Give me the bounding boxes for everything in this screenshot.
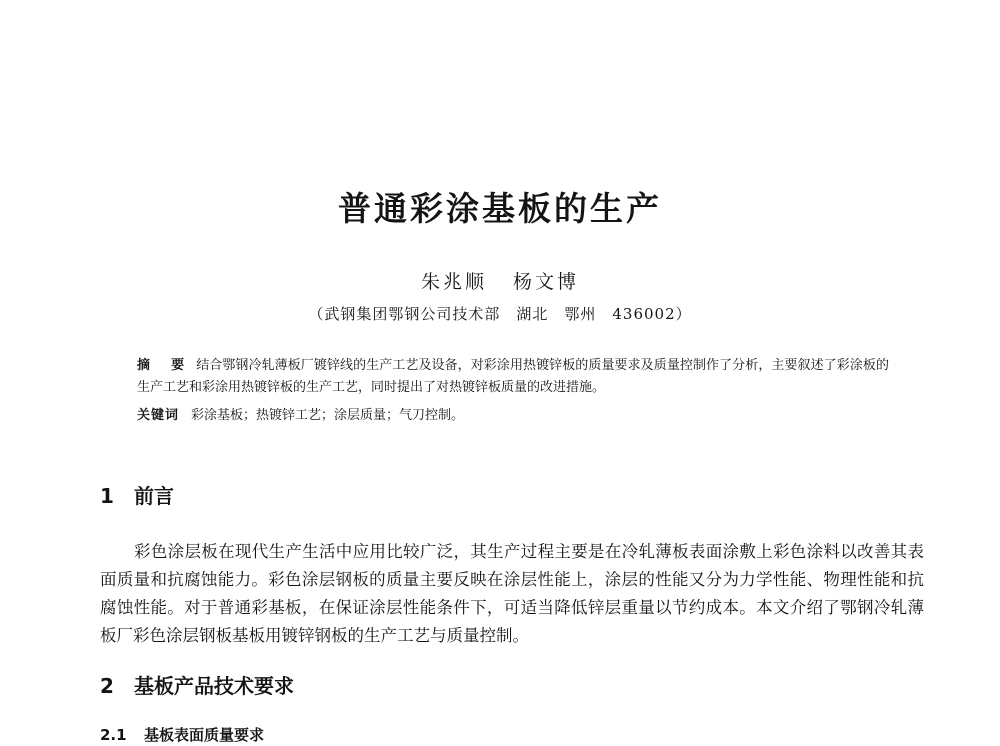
keywords [137,405,889,427]
abstract [137,355,889,399]
abstract-label: 摘 要 [137,358,189,373]
subsection-title: 基板表面质量要求 [144,726,265,744]
section-title: 前言 [134,484,174,508]
keywords-label: 关键词 [137,408,180,423]
author-2: 杨文博 [513,271,580,293]
paper-title: 普通彩涂基板的生产 [338,189,662,228]
section-number: 1 [100,484,114,508]
affiliation: （武钢集团鄂钢公司技术部 湖北 鄂州 436002） [308,305,692,323]
abstract-text: 结合鄂钢冷轧薄板厂镀锌线的生产工艺及设备，对彩涂用热镀锌板的质量要求及质量控制作了分析，主要叙述了彩涂板的生产工艺和彩涂用热镀锌板的生产工艺，同时提出了对热镀锌板质量的改进措施。 [137,358,889,395]
author-1: 朱兆顺 [420,271,487,293]
author-line [0,268,1000,296]
section-number: 2 [100,674,114,698]
subsection-number: 2.1 [100,726,127,744]
section-heading-requirements [100,672,294,700]
subsection-heading [100,724,264,746]
section-title: 基板产品技术要求 [134,674,294,698]
section-heading-introduction [100,482,174,510]
introduction-paragraph: 彩色涂层板在现代生产生活中应用比较广泛，其生产过程主要是在冷轧薄板表面涂敷上彩色涂料以改善其表面质量和抗腐蚀能力。彩色涂层钢板的质量主要反映在涂层性能上，涂层的性能又分为力学性能、物理性能和抗腐蚀性能。对于普通彩基板，在保证涂层性能条件下，可适当降低锌层重量以节约成本。本文介绍了鄂钢冷轧薄板厂彩色涂层钢板基板用镀锌钢板的生产工艺与质量控制。 [100,542,924,645]
keywords-text: 彩涂基板；热镀锌工艺；涂层质量；气刀控制。 [191,408,465,423]
